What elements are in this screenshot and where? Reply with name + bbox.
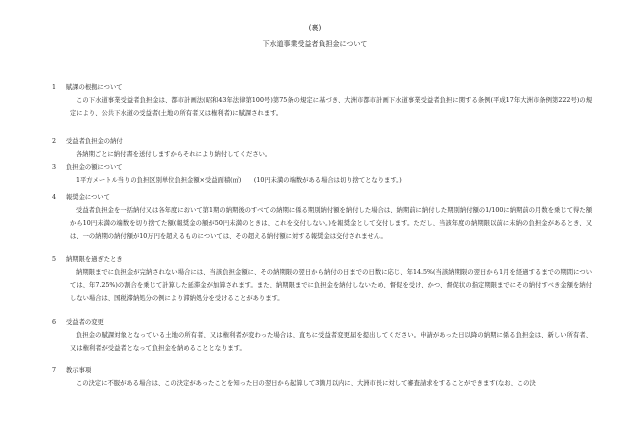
- section-2: [52, 135, 592, 161]
- section-number: 5: [52, 256, 57, 263]
- section-heading-text: 受益者の変更: [66, 319, 104, 326]
- section-number: 3: [52, 164, 57, 171]
- section-body: 負担金の賦課対象となっている土地の所有者、又は権利者が変わった場合は、直ちに受益者変更届を提出してください。申請があった日以降の納期に係る負担金は、新しい所有者、又は権利者が受益者となって負担金を納めることとなります。: [70, 332, 592, 352]
- section-body: 納期限までに負担金が完納されない場合には、当該負担金額に、その納期限の翌日から納付の日までの日数に応じ、年14.5%(当該納期限の翌日から1月を経過するまでの期間については、年7.25%)の割合を乗じて計算した延滞金が加算されます。また、納期限までに負担金を納付しないため、督促を受け、かつ、督促状の指定期限までにその納付すべき金額を納付しない場合は、国税滞納処分の例により滞納処分を受けることがあります。: [70, 269, 592, 302]
- section-heading: [52, 316, 592, 329]
- section-body: この下水道事業受益者負担金は、都市計画法(昭和43年法律第100号)第75条の規定に基づき、大洲市都市計画下水道事業受益者負担に関する条例(平成17年大洲市条例第222号)の規定により、公共下水道の受益者(土地の所有者又は権利者)に賦課されます。: [70, 97, 592, 117]
- section-6: [52, 316, 592, 355]
- page-title: 下水道事業受益者負担金について: [262, 40, 368, 48]
- section-body: この決定に不服がある場合は、この決定があったことを知った日の翌日から起算して3箇月以内に、大洲市長に対して審査請求をすることができます(なお、この決: [76, 380, 536, 387]
- section-number: 6: [52, 319, 57, 326]
- section-number: 4: [52, 194, 57, 201]
- section-body: 各納期ごとに納付書を送付しますからそれにより納付してください。: [76, 151, 272, 158]
- section-heading: [52, 161, 592, 174]
- section-body: 受益者負担金を一括納付又は各年度において第1期の納期後のすべての納期に係る期別納付額を納付した場合は、納期前に納付した期別納付額の1/100に納期前の月数を乗じて得た額から10円未満の端数を切り捨てた額(報奨金の額が50円未満のときは、これを交付しない。)を報奨金として交付します。ただし、当該年度の納期限以前に未納の負担金があるとき、又は、一の納期の納付額が10万円を超えるものについては、その超える納付額に対する報奨金は交付されません。: [70, 207, 592, 240]
- section-body: 1平方メートル当りの負担区別単位負担金額×受益面積(㎡) (10円未満の端数がある場合は切り捨てとなります。): [76, 177, 402, 184]
- section-heading-text: 納期限を過ぎたとき: [66, 256, 123, 263]
- section-4: [52, 191, 592, 243]
- section-heading: [52, 364, 592, 377]
- section-heading: [52, 253, 592, 266]
- section-heading: [52, 191, 592, 204]
- section-1: [52, 81, 592, 120]
- section-number: 7: [52, 367, 57, 374]
- section-number: 1: [52, 84, 57, 91]
- section-heading: [52, 81, 592, 94]
- section-heading: [52, 135, 592, 148]
- section-number: 2: [52, 138, 57, 145]
- section-heading-text: 負担金の額について: [66, 164, 123, 171]
- section-heading-text: 報奨金について: [66, 194, 110, 201]
- section-heading-text: 受益者負担金の納付: [66, 138, 123, 145]
- section-3: [52, 161, 592, 187]
- section-5: [52, 253, 592, 305]
- section-heading-text: 賦課の根拠について: [66, 84, 123, 91]
- page-side-label: (裏): [308, 24, 322, 32]
- section-7: [52, 364, 592, 390]
- section-heading-text: 教示事項: [66, 367, 92, 374]
